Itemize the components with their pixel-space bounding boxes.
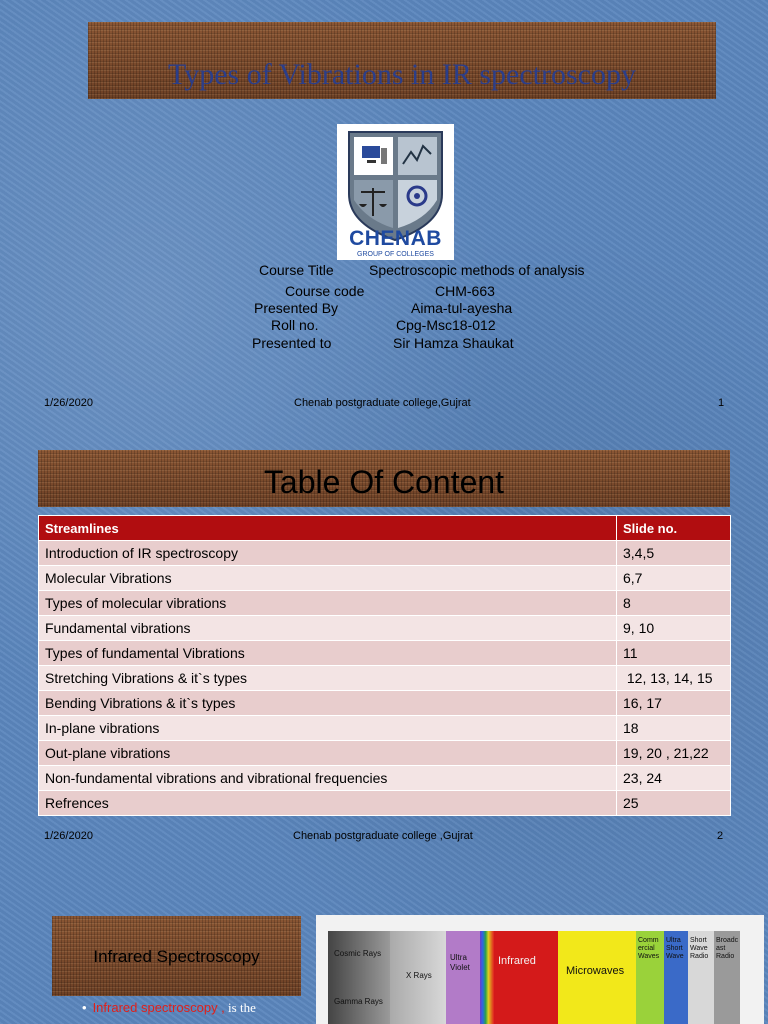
spectrum-label-infrared: Infrared — [498, 955, 536, 967]
chenab-logo — [337, 124, 454, 260]
toc-topic: Fundamental vibrations — [39, 616, 617, 641]
table-row — [39, 691, 731, 716]
spectrum-label-commercial: Commercial Waves — [638, 937, 660, 960]
spectrum-label-cosmic: Cosmic Rays — [334, 949, 382, 958]
table-row — [39, 791, 731, 816]
slide2-footer-date: 1/26/2020 — [44, 830, 93, 842]
course-title-value: Spectroscopic methods of analysis — [369, 262, 585, 278]
spectrum-label-broadcast: Broadcast Radio — [716, 937, 739, 960]
spectrum-label-ultrashort: Ultra Short Wave — [666, 937, 684, 960]
spectrum-label-gamma: Gamma Rays — [334, 997, 383, 1006]
table-row — [39, 666, 731, 691]
spectrum-label-shortwave: Short Wave Radio — [690, 937, 709, 960]
ir-bullet-text: is the — [224, 1000, 256, 1015]
bullet-dot-icon: • — [82, 1000, 87, 1015]
toc-slide: 25 — [617, 791, 731, 816]
toc-slide: 11 — [617, 641, 731, 666]
toc-title: Table Of Content — [263, 464, 505, 500]
spectrum-visible-band — [480, 931, 494, 1024]
toc-topic: Refrences — [39, 791, 617, 816]
slide1-title-banner — [88, 22, 716, 99]
course-code-label: Course code — [285, 283, 365, 299]
em-spectrum-image — [316, 915, 764, 1024]
presented-by-value: Aima-tul-ayesha — [411, 300, 513, 316]
table-row — [39, 716, 731, 741]
toc-topic: Out-plane vibrations — [39, 741, 617, 766]
toc-table — [38, 515, 731, 816]
logo-text: CHENAB — [349, 227, 442, 250]
table-row — [39, 591, 731, 616]
slide1-footer-page: 1 — [718, 397, 725, 409]
toc-topic: Bending Vibrations & it`s types — [39, 691, 617, 716]
table-row — [39, 616, 731, 641]
course-title-label: Course Title — [259, 262, 334, 278]
ir-title-box — [52, 916, 301, 996]
toc-slide: 8 — [617, 591, 731, 616]
spectrum-label-xray: X Rays — [406, 971, 432, 980]
toc-topic: Types of fundamental Vibrations — [39, 641, 617, 666]
ir-title: Infrared Spectroscopy — [93, 947, 260, 966]
toc-slide: 16, 17 — [617, 691, 731, 716]
toc-topic: Molecular Vibrations — [39, 566, 617, 591]
spectrum-uv-band — [446, 931, 480, 1024]
table-row — [39, 766, 731, 791]
roll-value: Cpg-Msc18-012 — [396, 317, 496, 333]
roll-label: Roll no. — [271, 317, 319, 333]
logo-subtext: GROUP OF COLLEGES — [357, 251, 434, 258]
toc-slide: 18 — [617, 716, 731, 741]
toc-topic: In-plane vibrations — [39, 716, 617, 741]
toc-topic: Stretching Vibrations & it`s types — [39, 666, 617, 691]
slide1-footer-date: 1/26/2020 — [44, 397, 93, 409]
slide2-footer-college: Chenab postgraduate college ,Gujrat — [293, 830, 473, 842]
toc-topic: Non-fundamental vibrations and vibrational frequencies — [39, 766, 617, 791]
course-code-value: CHM-663 — [435, 283, 495, 299]
ir-bullet-highlight: Infrared spectroscopy , — [92, 1000, 225, 1015]
toc-topic: Introduction of IR spectroscopy — [39, 541, 617, 566]
spectrum-label-uv: Ultra Violet — [450, 953, 470, 972]
toc-slide: 9, 10 — [617, 616, 731, 641]
table-row — [39, 741, 731, 766]
table-row — [39, 641, 731, 666]
slide1-footer-college: Chenab postgraduate college,Gujrat — [294, 397, 471, 409]
spectrum-infrared-band — [494, 931, 558, 1024]
toc-slide: 3,4,5 — [617, 541, 731, 566]
table-row — [39, 541, 731, 566]
spectrum-label-microwave: Microwaves — [566, 965, 625, 977]
slide2-footer-page: 2 — [717, 830, 724, 842]
toc-title-banner — [38, 450, 730, 507]
toc-header-topic: Streamlines — [39, 516, 617, 541]
ir-bullet — [82, 1000, 304, 1016]
toc-slide: 23, 24 — [617, 766, 731, 791]
toc-slide: 6,7 — [617, 566, 731, 591]
presented-to-value: Sir Hamza Shaukat — [393, 335, 514, 351]
toc-header-slide: Slide no. — [617, 516, 731, 541]
toc-slide: 19, 20 , 21,22 — [617, 741, 731, 766]
table-row — [39, 566, 731, 591]
spectrum-microwave-band — [558, 931, 636, 1024]
presented-to-label: Presented to — [252, 335, 332, 351]
slide1-title: Types of Vibrations in IR spectroscopy — [168, 58, 636, 91]
spectrum-cosmic-band — [328, 931, 390, 1024]
toc-header-row — [39, 516, 731, 541]
presented-by-label: Presented By — [254, 300, 339, 316]
toc-topic: Types of molecular vibrations — [39, 591, 617, 616]
toc-slide: 12, 13, 14, 15 — [617, 666, 731, 691]
